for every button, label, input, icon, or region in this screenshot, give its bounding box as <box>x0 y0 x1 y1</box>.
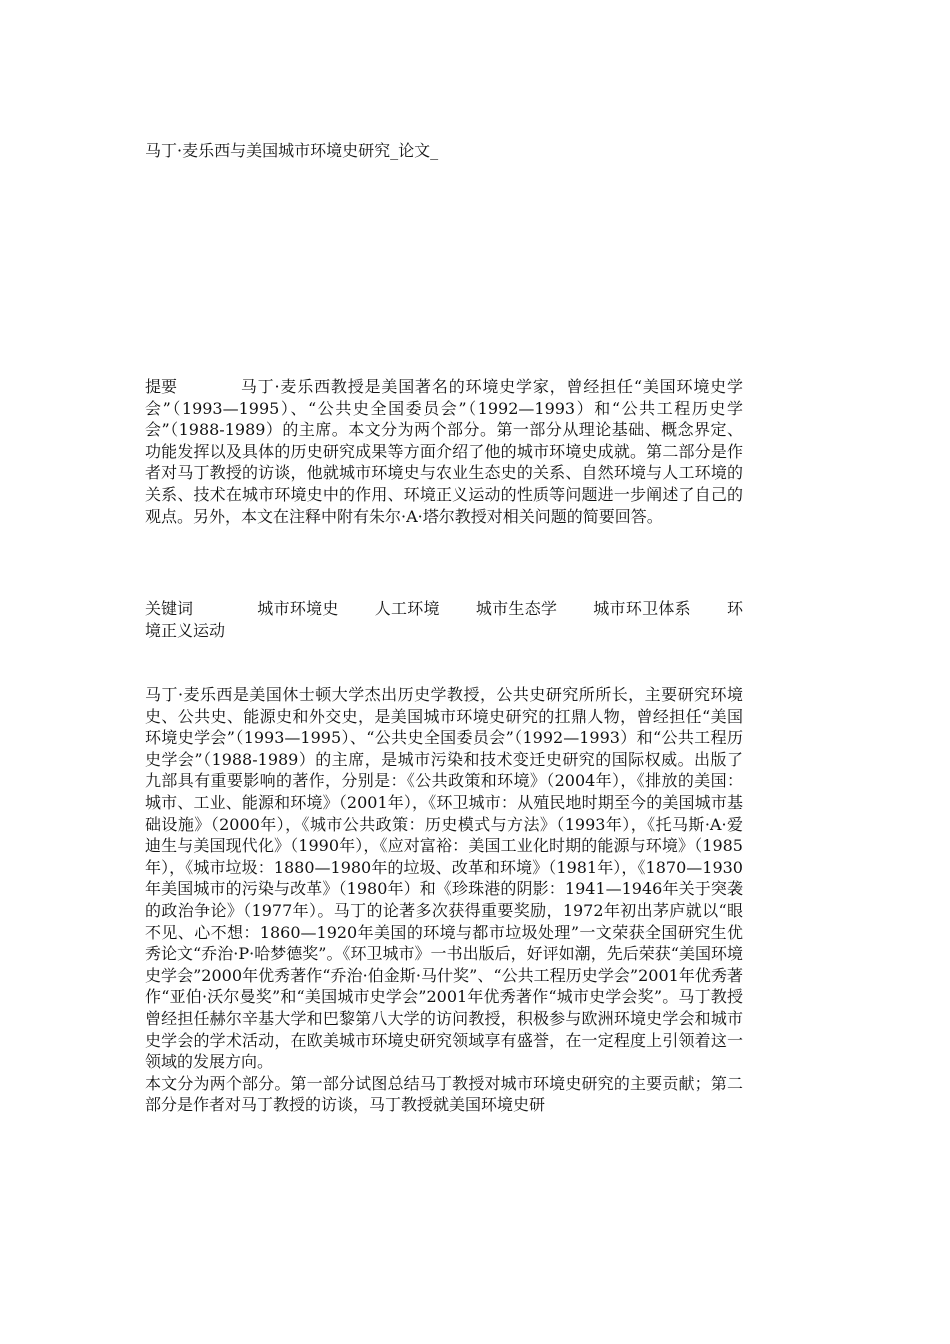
abstract-label: 提要 <box>145 377 178 396</box>
keyword-item: 城市环卫体系 <box>593 599 691 618</box>
abstract-text: 马丁·麦乐西教授是美国著名的环境史学家，曾经担任“美国环境史学会”（1993—1995）、“公共史全国委员会”（1992—1993）和“公共工程历史学会”（1988-1989）的主席。本文分为两个部分。第一部分从理论基础、概念界定、功能发挥以及具体的历史研究成果等方面介绍了他的城市环境史成就。第二部分是作者对马丁教授的访谈，他就城市环境史与农业生态史的关系、自然环境与人工环境的关系、技术在城市环境史中的作用、环境正义运动的性质等问题进一步阐述了自己的观点。另外，本文在注释中附有朱尔·A·塔尔教授对相关问题的简要回答。 <box>145 377 743 526</box>
keywords-label: 关键词 <box>145 599 194 618</box>
body-paragraph: 本文分为两个部分。第一部分试图总结马丁教授对城市环境史研究的主要贡献；第二部分是作者对马丁教授的访谈，马丁教授就美国环境史研 <box>145 1073 743 1115</box>
keyword-item: 城市生态学 <box>475 599 558 618</box>
body-paragraph: 马丁·麦乐西是美国休士顿大学杰出历史学教授，公共史研究所所长，主要研究环境史、公共史、能源史和外交史，是美国城市环境史研究的扛鼎人物，曾经担任“美国环境史学会”（1993—1995）、“公共史全国委员会”（1992—1993）和“公共工程历史学会”（1988-1989）的主席，是城市污染和技术变迁史研究的国际权威。出版了九部具有重要影响的著作，分别是：《公共政策和环境》（2004年），《排放的美国：城市、工业、能源和环境》（2001年），《环卫城市：从殖民地时期至今的美国城市基础设施》（2000年），《城市公共政策：历史模式与方法》（1993年），《托马斯·A·爱迪生与美国现代化》（1990年），《应对富裕：美国工业化时期的能源与环境》（1985年），《城市垃圾：1880—1980年的垃圾、改革和环境》（1981年），《1870—1930年美国城市的污染与改革》（1980年）和《珍珠港的阴影：1941—1946年关于突袭的政治争论》（1977年）。马丁的论著多次获得重要奖励，1972年初出茅庐就以“眼不见、心不想：1860—1920年美国的环境与都市垃圾处理”一文荣获全国研究生优秀论文“乔治·P·哈梦德奖”。《环卫城市》一书出版后，好评如潮，先后荣获“美国环境史学会”2000年优秀著作“乔治·伯金斯·马什奖”、“公共工程历史学会”2001年优秀著作“亚伯·沃尔曼奖”和“美国城市史学会”2001年优秀著作“城市史学会奖”。马丁教授曾经担任赫尔辛基大学和巴黎第八大学的访问教授，积极参与欧洲环境史学会和城市史学会的学术活动，在欧美城市环境史研究领域享有盛誉，在一定程度上引领着这一领域的发展方向。 <box>145 685 743 1072</box>
keyword-item: 城市环境史 <box>257 599 339 618</box>
body-section <box>145 684 743 1116</box>
keywords-section <box>145 598 743 641</box>
abstract-section <box>145 376 743 527</box>
document-title: 马丁·麦乐西与美国城市环境史研究_论文_ <box>145 141 439 160</box>
keyword-item: 环境正义运动 <box>145 599 743 640</box>
keyword-item: 人工环境 <box>374 599 440 618</box>
